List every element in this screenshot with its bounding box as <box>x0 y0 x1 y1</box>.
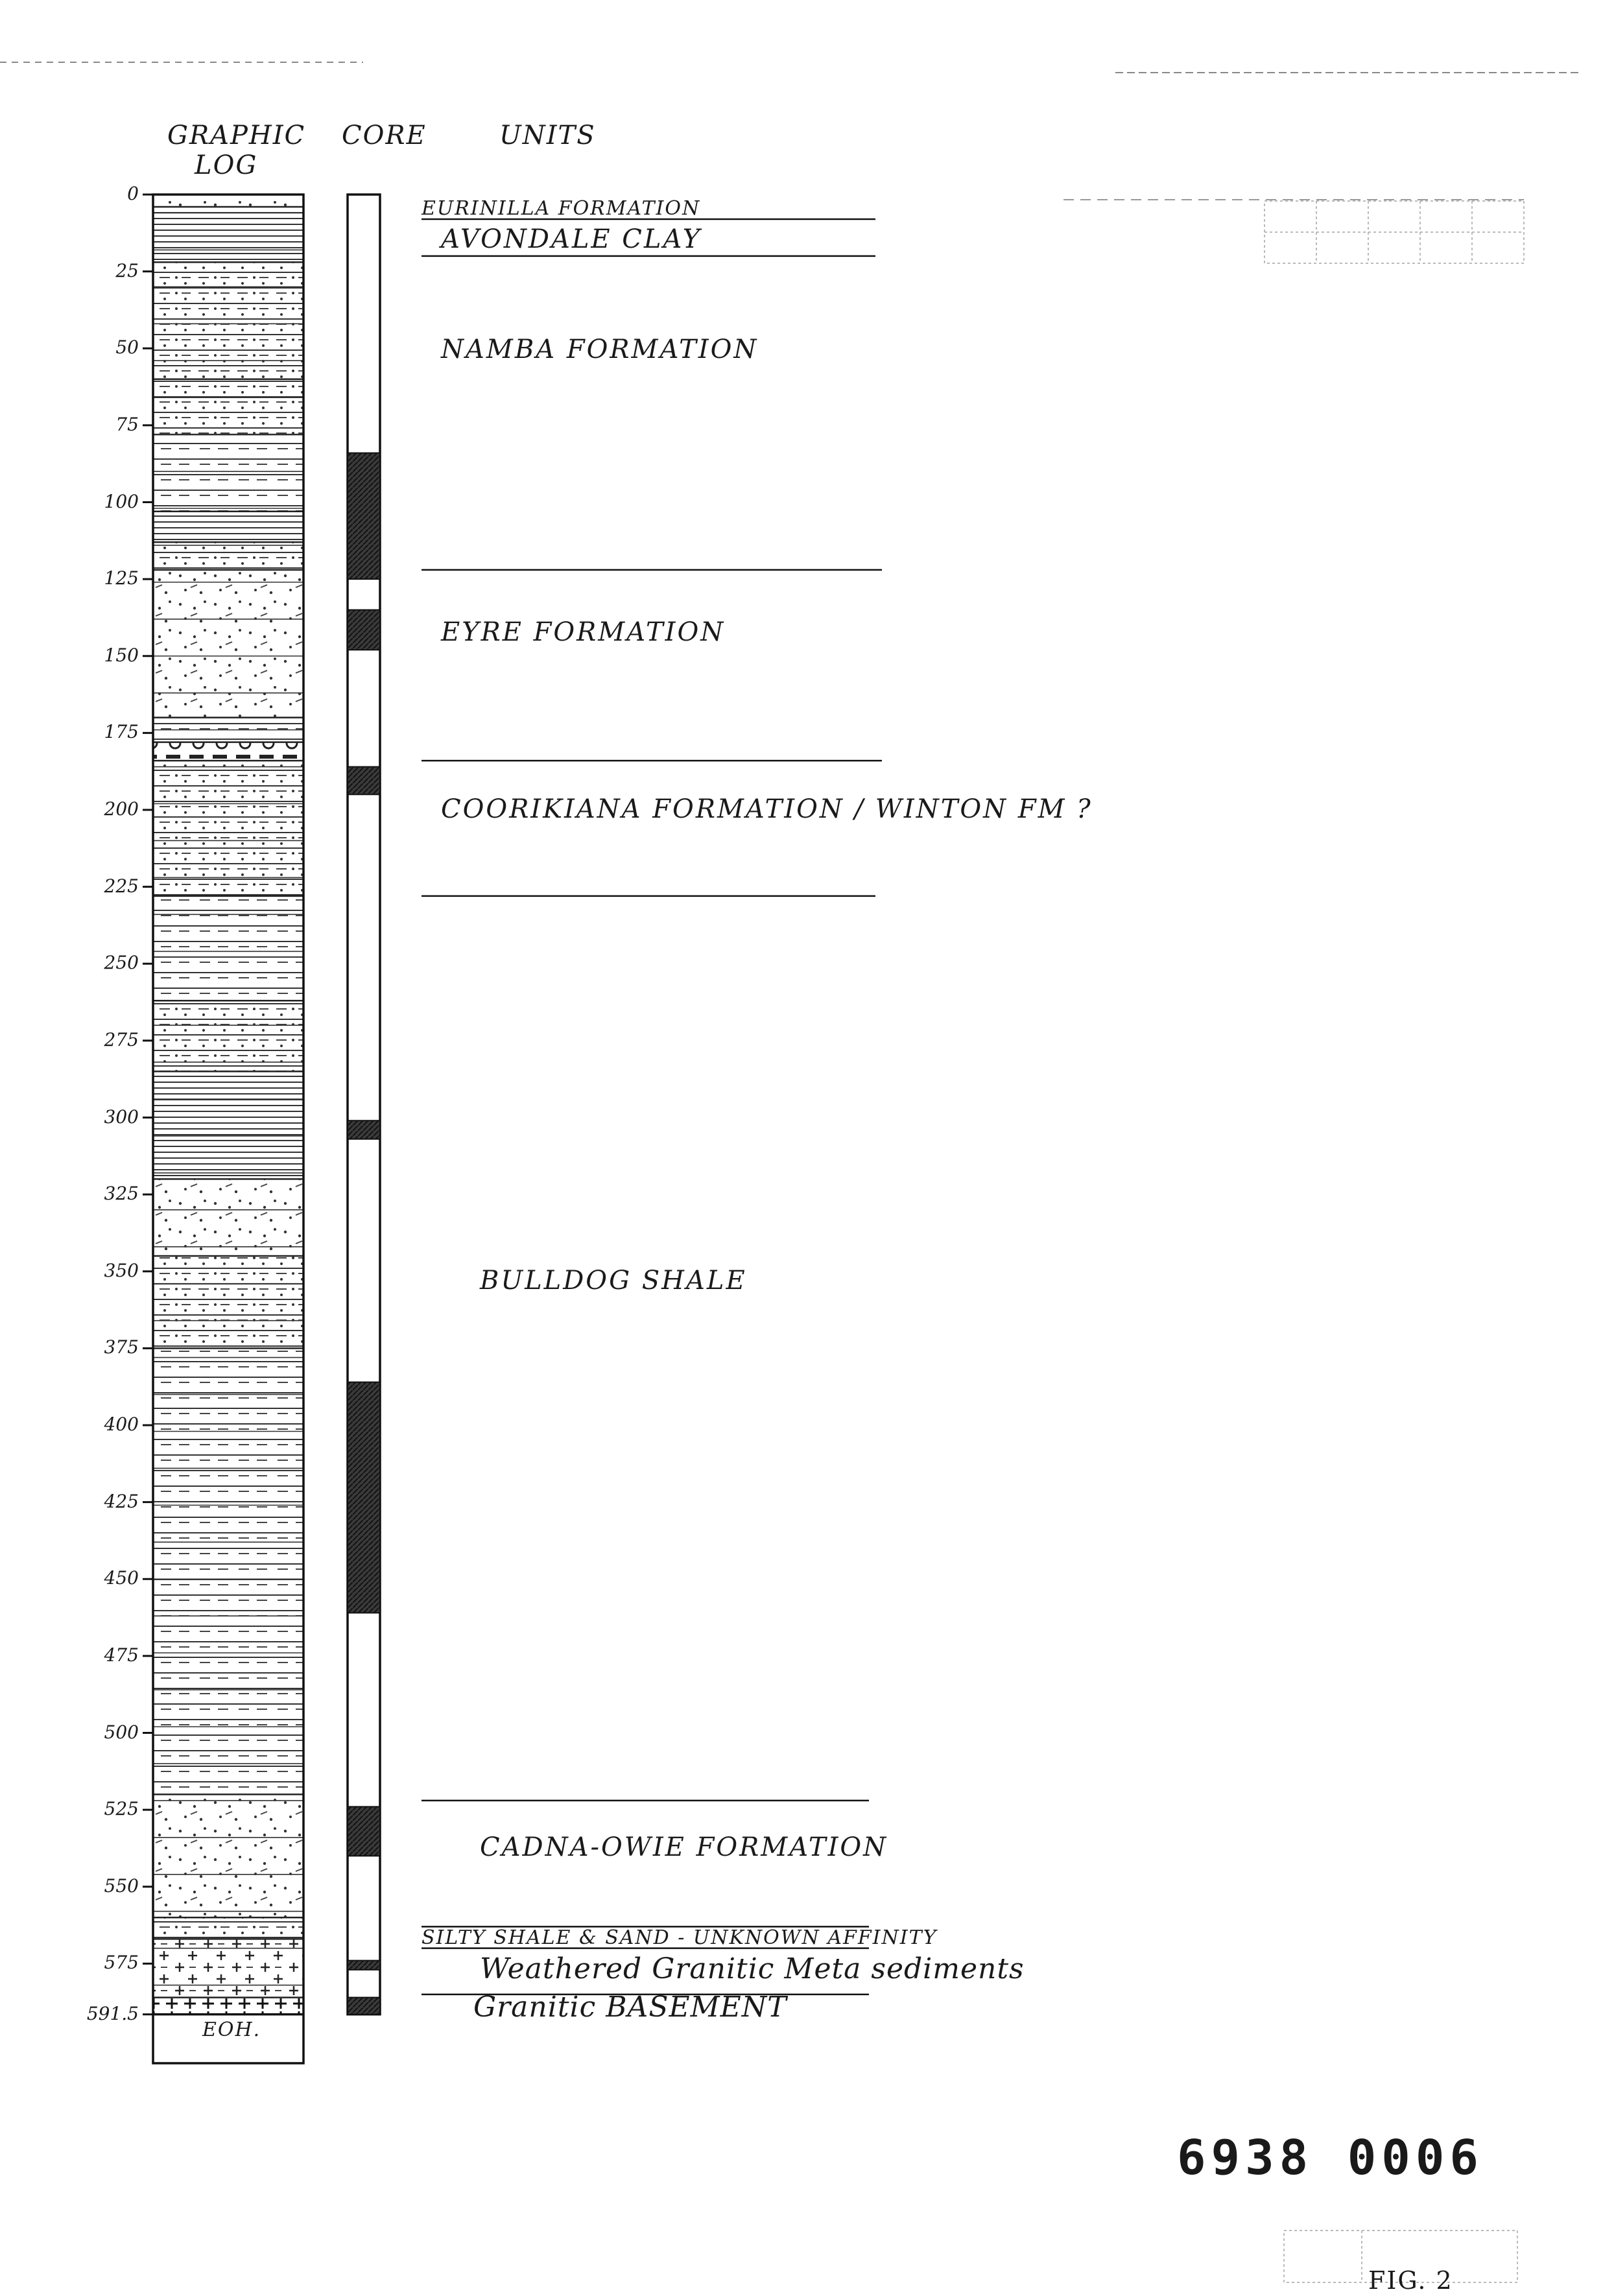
lithology-band-5 <box>153 512 303 542</box>
lithology-band-4 <box>153 434 303 512</box>
depth-tick-label: 125 <box>104 567 139 589</box>
unit-label: NAMBA FORMATION <box>441 334 759 364</box>
depth-tick-label: 525 <box>104 1798 139 1820</box>
depth-tick-label: 75 <box>115 413 139 435</box>
lithology-band-15 <box>153 1256 303 1348</box>
unit-label: SILTY SHALE & SAND - UNKNOWN AFFINITY <box>422 1926 938 1949</box>
core-interval-0 <box>348 453 380 580</box>
depth-tick-label: 100 <box>104 490 139 512</box>
core-interval-7 <box>348 1998 380 2015</box>
units-header: UNITS <box>499 121 596 150</box>
end-of-hole-label: EOH. <box>202 2018 261 2041</box>
depth-tick-label: 175 <box>104 721 139 743</box>
unit-label: EYRE FORMATION <box>441 617 726 648</box>
scan-grid <box>1265 201 1524 263</box>
depth-tick-label: 591.5 <box>86 2002 139 2024</box>
lithology-band-7 <box>153 570 303 718</box>
depth-tick-label: 0 <box>127 183 139 204</box>
core-interval-5 <box>348 1806 380 1856</box>
lithology-band-16 <box>153 1348 303 1794</box>
depth-tick-label: 300 <box>104 1106 139 1128</box>
document-number: 6938 0006 <box>1177 2130 1484 2186</box>
depth-tick-label: 150 <box>104 644 139 666</box>
core-interval-1 <box>348 610 380 650</box>
lithology-band-17 <box>153 1794 303 1917</box>
depth-tick-label: 375 <box>104 1336 139 1358</box>
core-header: CORE <box>342 121 427 150</box>
depth-tick-label: 200 <box>104 798 139 820</box>
core-interval-6 <box>348 1961 380 1970</box>
lithology-band-18 <box>153 1917 303 1939</box>
depth-tick-label: 50 <box>115 337 139 359</box>
lithology-band-20 <box>153 1998 303 2015</box>
depth-tick-label: 325 <box>104 1183 139 1205</box>
core-interval-4 <box>348 1382 380 1613</box>
depth-tick-label: 575 <box>104 1952 139 1974</box>
depth-tick-label: 275 <box>104 1028 139 1050</box>
lithology-band-1 <box>153 207 303 262</box>
unit-label: COORIKIANA FORMATION / WINTON FM ? <box>441 794 1093 825</box>
unit-label: Weathered Granitic Meta sediments <box>480 1952 1025 1985</box>
lithology-band-3 <box>153 379 303 434</box>
core-interval-2 <box>348 767 380 795</box>
unit-label: CADNA-OWIE FORMATION <box>480 1832 888 1862</box>
lithology-band-13 <box>153 1071 303 1179</box>
depth-tick-label: 25 <box>115 259 139 281</box>
unit-label: BULLDOG SHALE <box>480 1265 747 1296</box>
depth-tick-label: 450 <box>104 1567 139 1589</box>
lithology-band-14 <box>153 1179 303 1256</box>
depth-tick-label: 350 <box>104 1259 139 1281</box>
figure-label: FIG. 2 <box>1368 2266 1453 2295</box>
depth-tick-label: 475 <box>104 1644 139 1666</box>
depth-tick-label: 225 <box>104 875 139 897</box>
depth-tick-label: 250 <box>104 952 139 974</box>
lithology-band-9 <box>153 742 303 761</box>
lithology-band-0 <box>153 195 303 207</box>
unit-label: AVONDALE CLAY <box>441 224 702 255</box>
lithology-band-2 <box>153 262 303 379</box>
lithology-band-6 <box>153 542 303 570</box>
graphic-log-header: GRAPHIC <box>167 121 306 150</box>
depth-tick-label: 425 <box>104 1490 139 1512</box>
graphic-log-header-line2: LOG <box>195 150 258 180</box>
unit-label: Granitic BASEMENT <box>473 1990 787 2024</box>
lithology-band-10 <box>153 761 303 896</box>
depth-tick-label: 550 <box>104 1875 139 1897</box>
depth-tick-label: 400 <box>104 1414 139 1435</box>
unit-label: EURINILLA FORMATION <box>422 196 701 220</box>
lithology-band-12 <box>153 1000 303 1071</box>
core-interval-3 <box>348 1120 380 1139</box>
lithology-band-11 <box>153 896 303 1000</box>
depth-tick-label: 500 <box>104 1721 139 1743</box>
